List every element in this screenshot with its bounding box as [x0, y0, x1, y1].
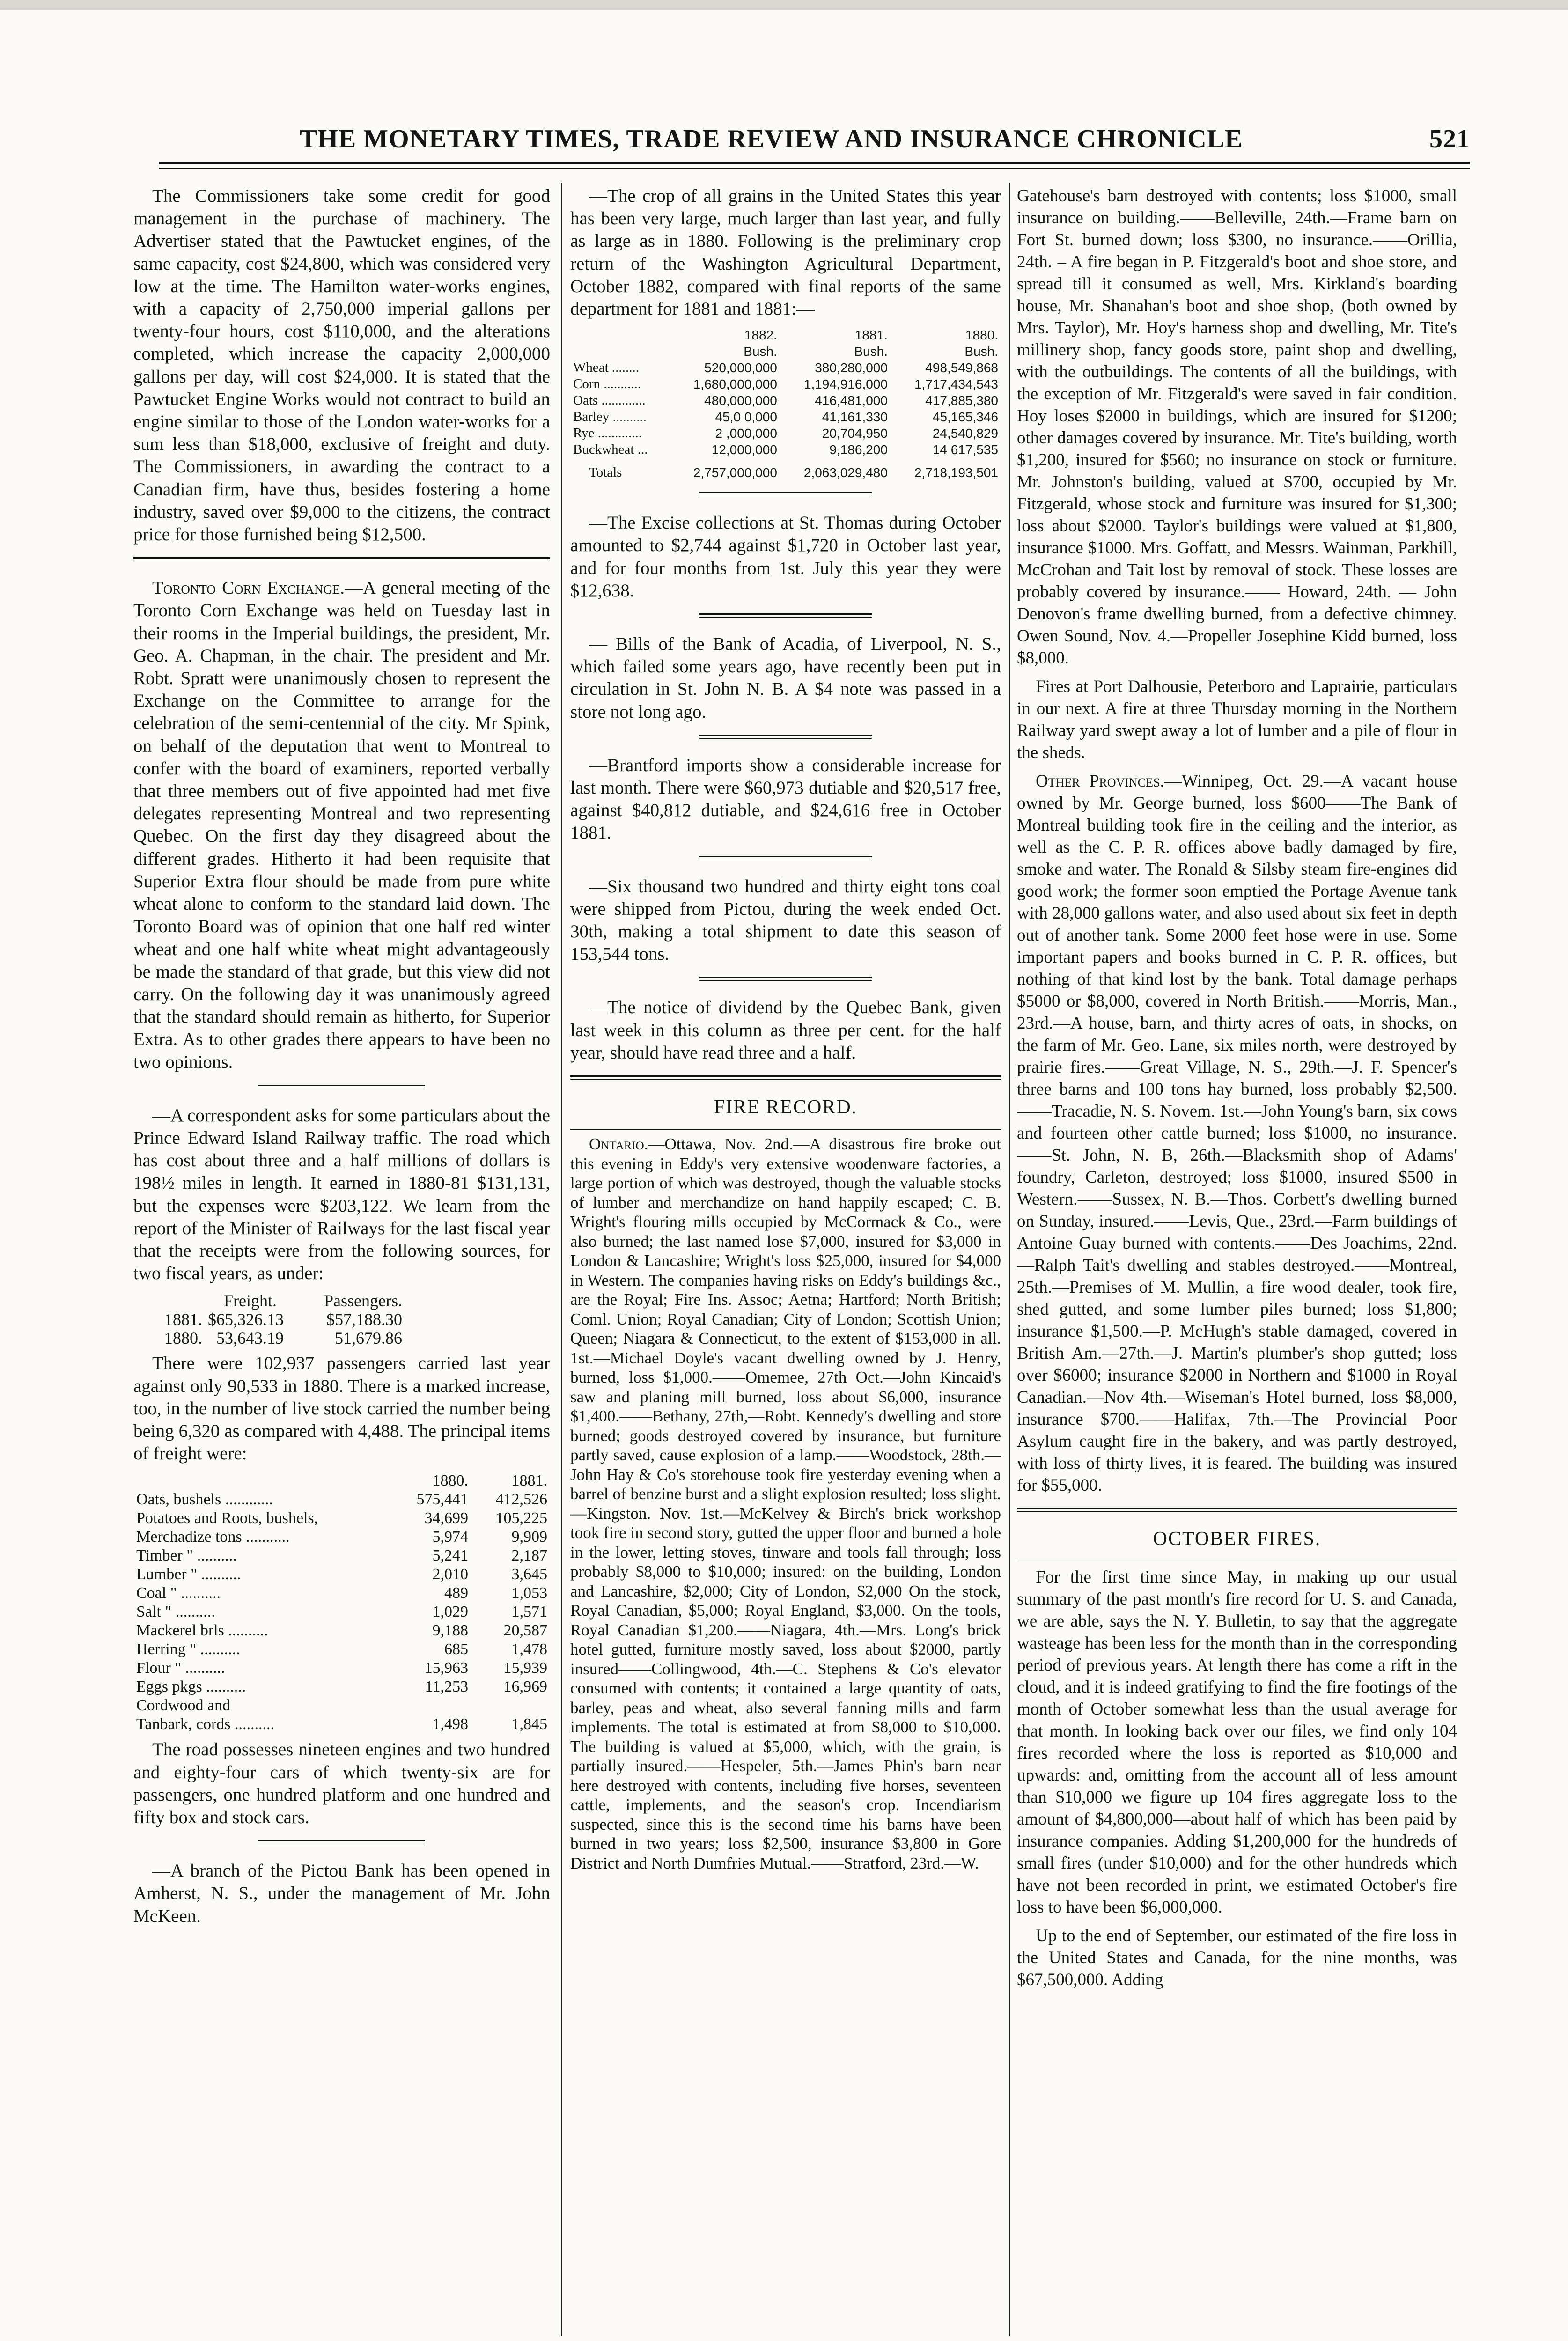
table-row	[162, 1310, 405, 1329]
table-cell	[392, 1696, 471, 1715]
table-row	[133, 1640, 550, 1659]
table-cell: Timber " ..........	[136, 1547, 237, 1565]
table-header-cell: 1881.	[511, 1472, 547, 1490]
page-top-edge	[0, 0, 1568, 10]
table-cell: 9,909	[511, 1528, 547, 1546]
other-provinces-text: —Winnipeg, Oct. 29.—A vacant house owned by Mr. George burned, loss $600——The Bank of Montreal building took fire in the ceiling and the interior, as well as the C. P. R. offices above badly damaged by fire, smoke and water. The Ronald & Silsby steam fire-engines did good work; the former soon emptied the Portage Avenue tank with 28,000 gallons water, and also used about six feet in depth out of another tank. Some 2000 feet hose were in use. Some important papers and books burned in C. P. R. offices, but nothing of that kind lost by the bank. Total damage perhaps $5000 or $8,000, covered in North British.——Morris, Man., 23rd.—A house, barn, and thirty acres of oats, in shocks, on the farm of Mr. Geo. Lane, six miles north, were destroyed by prairie fires.——Great Village, N. S., 29th.—J. F. Spencer's three barns and 100 tons hay burned, loss probably $2,500.——Tracadie, N. S. Novem. 1st.—John Young's barn, six cows and fourteen other cattle burned; loss $1000, no insurance.——St. John, N. B, 26th.—Blacksmith shop of Adams' foundry, Carleton, destroyed; loss $1000, insured $500 in Western.——Sussex, N. B.—Thos. Corbett's dwelling burned on Sunday, insured.——Levis, Que., 23rd.—Farm buildings of Antoine Guay burned with contents.——Des Joachims, 22nd.—Ralph Tait's dwelling and stables destroyed.——Montreal, 25th.—Premises of M. Mullin, a fire wood dealer, took fire, shed gutted, and some lumber piles burned; loss $1,800; insurance $1,500.—P. McHugh's stable damaged, covered in British Am.—27th.—J. Martin's plumber's shop gutted; loss over $6000; insurance $2000 in Northern and $1000 in Royal Canadian.—Nov 4th.—Wiseman's Hotel burned, loss $8,000, insurance $700.——Halifax, 7th.—The Provincial Poor Asylum caught fire in the bakery, and was partly destroyed, with loss of thirty lives, it is feared. The building was insured for $55,000.	[1017, 772, 1457, 1495]
table-cell: 51,679.86	[334, 1329, 402, 1348]
table-header-row	[570, 327, 1001, 343]
table-cell: Eggs pkgs ..........	[136, 1678, 246, 1696]
table-row	[133, 1565, 550, 1584]
ontario-fires-paragraph	[570, 1134, 1001, 1873]
table-cell: 41,161,330	[822, 410, 888, 425]
table-row	[162, 1329, 405, 1347]
table-cell: Merchadize tons ...........	[136, 1528, 290, 1546]
table-header-cell: 1882.	[744, 328, 777, 343]
table-cell: 11,253	[425, 1678, 468, 1696]
table-cell: 2,187	[511, 1547, 547, 1565]
table-cell: 2,010	[432, 1566, 468, 1583]
table-cell: Oats .............	[573, 393, 646, 408]
table-cell: 575,441	[416, 1491, 468, 1509]
table-header-cell: Bush.	[854, 344, 888, 359]
table-cell: 20,587	[503, 1622, 547, 1640]
table-header-cell	[570, 327, 670, 343]
fire-record-heading: FIRE RECORD.	[714, 1097, 858, 1119]
table-row	[570, 376, 1001, 392]
october-fires-heading: OCTOBER FIRES.	[1153, 1528, 1321, 1550]
page-header	[159, 119, 1470, 162]
column-3	[1017, 185, 1457, 2329]
table-cell: Oats, bushels ............	[136, 1491, 273, 1509]
table-cell: 24,540,829	[932, 426, 998, 441]
table-row	[570, 442, 1001, 458]
table-cell: Totals	[589, 465, 622, 480]
waterworks-paragraph: The Commissioners take some credit for good management in the purchase of machinery. The Advertiser stated that the Pawtucket engines, of the same capacity, cost $24,800, which was considered very low at the time. The Hamilton water-works engines, with a capacity of 2,750,000 imperial gallons per twenty-four hours, cost $110,000, and the alterations completed, which increase the capacity 2,000,000 gallons per day, will cost $24,000. It is stated that the Pawtucket Engine Works would not contract to build an engine similar to those of the London water-works for a sum less than $18,000, exclusive of freight and duty. The Commissioners, in awarding the contract to a Canadian firm, have thus, besides fostering a home industry, saved over $9,000 to the citizens, the contract price for those furnished being $12,500.	[133, 186, 550, 545]
table-row	[570, 425, 1001, 442]
divider-rule	[570, 487, 1001, 503]
ontario-heading: Ontario.	[589, 1135, 648, 1154]
column-divider	[561, 183, 562, 2336]
table-cell: 412,526	[495, 1491, 547, 1509]
table-cell: Herring " ..........	[136, 1641, 240, 1658]
page-number: 521	[1429, 125, 1470, 154]
table-cell	[471, 1696, 550, 1715]
table-cell: 416,481,000	[815, 393, 888, 408]
table-row	[570, 360, 1001, 376]
column-2	[570, 185, 1001, 2329]
table-cell: 1,845	[511, 1715, 547, 1733]
table-row	[570, 409, 1001, 425]
table-cell: Cordwood and	[136, 1697, 231, 1715]
table-row	[133, 1621, 550, 1640]
corn-exchange-heading: Toronto Corn Exchange.	[152, 578, 345, 598]
table-cell: Mackerel brls ..........	[136, 1622, 268, 1640]
divider-rule	[133, 1835, 550, 1851]
table-header-cell: 1881.	[854, 328, 888, 343]
table-cell: 498,549,868	[925, 361, 998, 375]
table-cell: 3,645	[511, 1566, 547, 1583]
table-row	[133, 1659, 550, 1678]
table-cell: Barley ..........	[573, 409, 647, 425]
table-row	[133, 1528, 550, 1546]
table-cell: Coal " ..........	[136, 1584, 221, 1602]
table-header-cell: Passengers.	[324, 1291, 402, 1310]
pictou-coal-paragraph: —Six thousand two hundred and thirty eight tons coal were shipped from Pictou, during the week ended Oct. 30th, making a total shipment to date this season of 153,544 tons.	[570, 876, 1001, 964]
column-divider	[1009, 183, 1010, 2336]
table-cell: Flour " ..........	[136, 1659, 225, 1677]
table-cell: 2,063,029,480	[803, 465, 888, 480]
table-header-cell: 1880.	[965, 328, 998, 343]
table-cell: 1,478	[511, 1641, 547, 1658]
table-cell: 14 617,535	[932, 442, 998, 457]
table-cell: 12,000,000	[711, 442, 777, 457]
table-cell: 53,643.19	[216, 1329, 284, 1348]
table-cell: Lumber " ..........	[136, 1566, 241, 1583]
table-cell: 1881.	[164, 1310, 202, 1329]
excise-paragraph: —The Excise collections at St. Thomas during October amounted to $2,744 against $1,720 in October last year, and for four months from 1st. July this year they were $12,638.	[570, 513, 1001, 601]
table-cell: 2 ,000,000	[715, 426, 777, 441]
table-cell: 45,165,346	[932, 410, 998, 425]
table-cell: Rye .............	[573, 426, 642, 441]
divider-rule	[570, 1129, 1001, 1130]
divider-rule	[570, 972, 1001, 988]
brantford-paragraph: —Brantford imports show a considerable increase for last month. There were $60,973 dutiable and $20,517 free, against $40,812 dutiable, and $24,616 free in October 1881.	[570, 755, 1001, 843]
other-provinces-heading: Other Provinces.	[1036, 772, 1164, 791]
publication-title: THE MONETARY TIMES, TRADE REVIEW AND INSURANCE CHRONICLE	[300, 125, 1243, 154]
table-cell: 105,225	[495, 1509, 547, 1527]
table-cell: 45,0 0,000	[715, 410, 777, 425]
table-cell: 20,704,950	[822, 426, 888, 441]
table-cell: 34,699	[424, 1509, 468, 1527]
divider-rule	[1017, 1503, 1457, 1519]
table-header-cell	[570, 343, 670, 360]
table-cell: 9,186,200	[829, 442, 888, 457]
table-row	[133, 1584, 550, 1603]
acadia-paragraph: — Bills of the Bank of Acadia, of Liverpool, N. S., which failed some years ago, have recently been put in circulation in St. John N. B. A $4 note was passed in a store not long ago.	[570, 634, 1001, 722]
table-cell: Salt " ..........	[136, 1603, 215, 1621]
table-row	[133, 1678, 550, 1696]
table-cell: 1880.	[164, 1329, 202, 1348]
fiscal-receipts-table	[162, 1291, 405, 1347]
pictou-bank-paragraph: —A branch of the Pictou Bank has been opened in Amherst, N. S., under the management of Mr. John McKeen.	[133, 1861, 550, 1926]
table-cell: 489	[444, 1584, 468, 1602]
table-header-cell	[133, 1472, 392, 1490]
table-cell: 9,188	[432, 1622, 468, 1640]
table-cell: $57,188.30	[326, 1310, 402, 1329]
table-cell: 1,571	[511, 1603, 547, 1621]
table-cell: 15,963	[424, 1659, 468, 1677]
divider-rule	[133, 552, 550, 568]
table-cell: 1,029	[432, 1603, 468, 1621]
table-header-cell: 1880.	[432, 1472, 468, 1490]
other-provinces-paragraph	[1017, 770, 1457, 1496]
table-cell: 5,241	[432, 1547, 468, 1565]
table-header-cell	[162, 1291, 205, 1310]
table-cell: 15,939	[503, 1659, 547, 1677]
freight-items-table	[133, 1472, 550, 1734]
table-header-row	[133, 1472, 550, 1490]
table-cell: $65,326.13	[208, 1310, 284, 1329]
divider-rule	[570, 609, 1001, 625]
column-1	[133, 185, 550, 2329]
table-cell: 2,757,000,000	[693, 465, 777, 480]
crop-paragraph: —The crop of all grains in the United States this year has been very large, much larger than last year, and fully as large as in 1880. Following is the preliminary crop return of the Washington Agricultural Department, October 1882, compared with final reports of the same department for 1881 and 1881:—	[570, 186, 1001, 319]
divider-rule	[570, 1071, 1001, 1087]
pei-railway-paragraph: —A correspondent asks for some particulars about the Prince Edward Island Railway traffic. The road which has cost about three and a half millions of dollars is 198½ miles in length. It earned in 1880-81 $131,131, but the expenses were $203,122. We learn from the report of the Minister of Railways for the last fiscal year that the receipts were from the following sources, for two fiscal years, as under:	[133, 1105, 550, 1284]
table-row	[133, 1490, 550, 1509]
table-header-cell: Bush.	[744, 344, 777, 359]
table-row	[570, 392, 1001, 409]
table-cell: Corn ...........	[573, 376, 641, 392]
header-rule	[159, 162, 1470, 164]
table-cell: 16,969	[503, 1678, 547, 1696]
table-row	[133, 1546, 550, 1565]
table-cell: 1,053	[511, 1584, 547, 1602]
corn-exchange-text: —A general meeting of the Toronto Corn Exchange was held on Tuesday last in their rooms in the Imperial buildings, the president, Mr. Geo. A. Chapman, in the chair. The president and Mr. Robt. Spratt were unanimously chosen to represent the Exchange on the Committee to arrange for the celebration of the semi-centennial of the city. Mr Spink, on behalf of the deputation that went to Montreal to confer with the board of examiners, reported verbally that three members out of five appointed had met five delegates representing Montreal and two representing Quebec. On the first day they disagreed about the different grades. Hitherto it had been requisite that Superior Extra flour should be made from pure white wheat alone to conform to the standard laid down. The Toronto Board was of opinion that one half red winter wheat and one half white wheat might advantageously be made the standard of that grade, but this view did not carry. On the following day it was unanimously agreed that the standard should remain as hitherto, for Superior Extra. As to other grades there appears to have been no two opinions.	[133, 578, 550, 1072]
divider-rule	[570, 851, 1001, 867]
table-cell: Potatoes and Roots, bushels,	[136, 1509, 318, 1527]
october-fires-paragraph-1: For the first time since May, in making up our usual summary of the past month's fire record for U. S. and Canada, we are able, says the N. Y. Bulletin, to say that the aggregate wasteage has been less for the month than in the corresponding period of previous years. At length there has come a rift in the cloud, and it is indeed gratifying to find the fire footings of the month of October somewhat less than the usual average for that month. In looking back over our files, we find only 104 fires recorded where the loss is reported as $10,000 and upwards: and, omitting from the account all of less amount than $10,000 we figure up 104 fires aggregate loss to the amount of $4,800,000—about half of which has been paid by insurance companies. Adding $1,200,000 for the hundreds of small fires (under $10,000) and for the other hundreds which have not been recorded in print, we estimated October's fire loss to have been $6,000,000.	[1017, 1568, 1457, 1917]
table-cell: 417,885,380	[925, 393, 998, 408]
port-dalhousie-paragraph: Fires at Port Dalhousie, Peterboro and Laprairie, particulars in our next. A fire at three Thursday morning in the Northern Railway yard swept away a lot of lumber and a pile of flour in the sheds.	[1017, 677, 1457, 762]
table-header-cell: Freight.	[224, 1291, 277, 1310]
divider-rule	[133, 1080, 550, 1096]
table-cell: 1,717,434,543	[914, 377, 998, 392]
table-cell: 5,974	[432, 1528, 468, 1546]
table-row	[133, 1715, 550, 1734]
ontario-fires-text: —Ottawa, Nov. 2nd.—A disastrous fire broke out this evening in Eddy's very extensive woodenware factories, a large portion of which was destroyed, though the valuable stocks of lumber and merchandize on hand happily escaped; C. B. Wright's flouring mills occupied by McCormack & Co., were also burned; the last named lose $7,000, insured for $3,000 in London & Lancashire; Wright's loss $25,000, insured for $4,000 in Western. The companies having risks on Eddy's buildings &c., are the Royal; Fire Ins. Assoc; Aetna; Hartford; North British; Coml. Union; Royal Canadian; City of London; Scottish Union; Queen; Niagara & Connecticut, to the extent of $153,000 in all. 1st.—Michael Doyle's vacant dwelling owned by J. Henry, burned, loss $1,000.——Omemee, 27th Oct.—John Kincaid's saw and planing mill burned, loss about $6,000, insurance $1,400.——Bethany, 27th,—Robt. Kennedy's dwelling and store burned; goods destroyed covered by insurance, but furniture partly saved, cause explosion of a lamp.——Woodstock, 28th.—John Hay & Co's storehouse took fire yesterday evening when a barrel of benzine burst and a slight explosion resulted; loss slight.—Kingston. Nov. 1st.—McKelvey & Birch's brick workshop took fire in second story, gutted the upper floor and burned a hole in the lower, letting stoves, tinware and tools fall through; loss probably $8,000 to $10,000; insured: on the building, London and Lancashire, $2,000; City of London, $2,000 On the stock, Royal Canadian, $5,000; Royal England, $3,000. On the tools, Royal Canadian $1,200.——Niagara, 4th.—Mrs. Long's brick hotel gutted, furniture mostly saved, loss about $2000, partly insured——Collingwood, 4th.—C. Stephens & Co's elevator consumed with contents; it contained a large quantity of oats, barley, peas and wheat, also several fanning mills and farm implements. The total is estimated at from $8,000 to $10,000. The building is valued at $5,000, which, with the grain, is partially insured.——Hespeler, 5th.—James Phin's barn near here destroyed with contents, including five horses, seventeen cattle, implements, and the season's crop. Incendiarism suspected, since this is the second time his barns have been burned in two years; loss $2,500, insurance $3,800 in Gore District and North Dumfries Mutual.——Stratford, 23rd.—W.	[570, 1135, 1001, 1872]
table-totals-row	[570, 458, 1001, 481]
corn-exchange-paragraph	[133, 577, 550, 1073]
table-row	[133, 1696, 550, 1715]
quebec-bank-paragraph: —The notice of dividend by the Quebec Bank, given last week in this column as three per cent. for the half year, should have read three and a half.	[570, 997, 1001, 1063]
passengers-paragraph: There were 102,937 passengers carried last year against only 90,533 in 1880. There is a marked increase, too, in the number of live stock carried the number being being 6,320 as compared with 4,488. The principal items of freight were:	[133, 1353, 550, 1464]
table-row	[133, 1603, 550, 1621]
header-rule-thin	[159, 168, 1470, 169]
table-cell: 520,000,000	[704, 361, 777, 375]
engines-paragraph: The road possesses nineteen engines and two hundred and eighty-four cars of which twenty-six are for passengers, one hundred platform and one hundred and fifty box and stock cars.	[133, 1739, 550, 1827]
table-cell: 1,680,000,000	[693, 377, 777, 392]
table-row	[133, 1509, 550, 1528]
table-header-row	[570, 343, 1001, 360]
table-cell: Wheat ........	[573, 360, 639, 375]
table-cell: Tanbark, cords ..........	[136, 1715, 275, 1733]
table-cell: 685	[444, 1641, 468, 1658]
october-fires-paragraph-2: Up to the end of September, our estimated of the fire loss in the United States and Canada, for the nine months, was $67,500,000. Adding	[1017, 1926, 1457, 1989]
crop-return-table	[570, 327, 1001, 481]
table-cell: 1,194,916,000	[803, 377, 888, 392]
fires-continued-paragraph: Gatehouse's barn destroyed with contents; loss $1000, small insurance on building.——Belleville, 24th.—Frame barn on Fort St. burned down; loss $300, no insurance.——Orillia, 24th. – A fire began in P. Fitzgerald's boot and shoe store, and spread till it consumed as well, Mrs. Kirkland's boarding house, Mr. Shanahan's boot and shoe shop, (both owned by Mrs. Taylor), Mr. Hoy's harness shop and dwelling, Mr. Tite's millinery shop, fancy goods store, paint shop and dwelling, with the outbuildings. The contents of all the buildings, with the exception of Mr. Fitzgerald's were saved in fair condition. Hoy loses $2000 in buildings, which are insured for $1200; other damages covered by insurance. Mr. Tite's building, worth $1,200, insured for $560; no insurance on stock or furniture. Mr. Johnston's building, valued at $700, occupied by Mr. Fitzgerald, whose stock and furniture was insured for $1,300; loss about $2000. Taylor's buildings were valued at $1,800, insurance $1000. Mrs. Goffatt, and Messrs. Wainman, Parkhill, McCrohan and Tait lost by removal of stock. These losses are probably covered by insurance.—— Howard, 24th. — John Denovon's frame dwelling burned, from a defective chimney. Owen Sound, Nov. 4.—Propeller Josephine Kidd burned, loss $8,000.	[1017, 186, 1457, 668]
table-header-row	[162, 1291, 405, 1310]
table-header-cell: Bush.	[964, 344, 998, 359]
table-cell: 480,000,000	[704, 393, 777, 408]
table-cell: 1,498	[432, 1715, 468, 1733]
table-cell: 380,280,000	[815, 361, 888, 375]
divider-rule	[570, 730, 1001, 746]
table-cell: 2,718,193,501	[914, 465, 998, 480]
table-cell: Buckwheat ...	[573, 442, 648, 457]
